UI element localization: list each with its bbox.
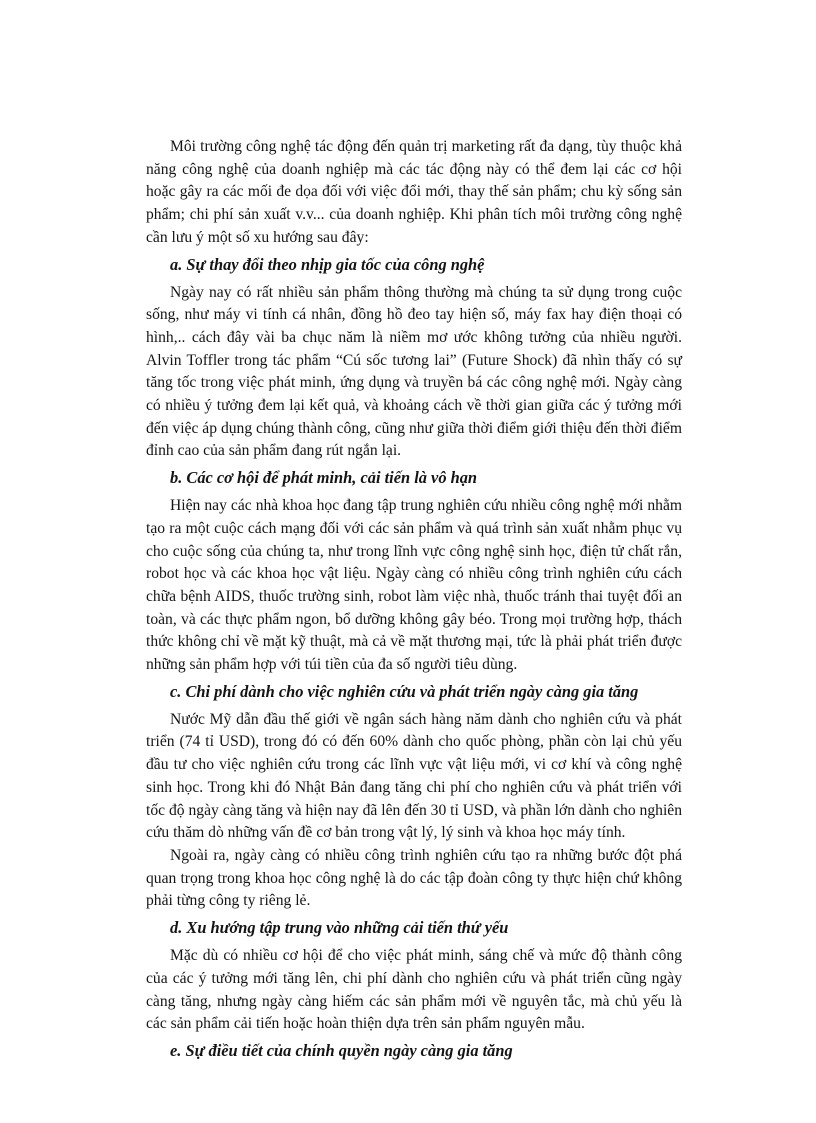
- section-c-paragraph-2: Ngoài ra, ngày càng có nhiều công trình nghiên cứu tạo ra những bước đột phá quan trọng trong khoa học công nghệ là do các tập đoàn công ty thực hiện chứ không phải từng công ty riêng lẻ.: [146, 846, 682, 910]
- section-d-heading: d. Xu hướng tập trung vào những cải tiến thứ yếu: [170, 918, 509, 938]
- section-b-heading: b. Các cơ hội để phát minh, cải tiến là vô hạn: [170, 468, 478, 488]
- section-c-paragraph-1: Nước Mỹ dẫn đầu thế giới về ngân sách hàng năm dành cho nghiên cứu và phát triển (74 tỉ USD), trong đó có đến 60% dành cho quốc phòng, phần còn lại chủ yếu đầu tư cho việc nghiên cứu trong các lĩnh vực vật liệu mới, vi cơ khí và công nghệ sinh học. Trong khi đó Nhật Bản đang tăng chi phí cho nghiên cứu và phát triển với tốc độ ngày càng tăng và hiện nay đã lên đến 30 tỉ USD, và phần lớn dành cho nghiên cứu thăm dò những vấn đề cơ bản trong vật lý, lý sinh và khoa học máy tính.: [146, 710, 682, 842]
- section-a-paragraph-1: Ngày nay có rất nhiều sản phẩm thông thường mà chúng ta sử dụng trong cuộc sống, như máy vi tính cá nhân, đồng hồ đeo tay hiện số, máy fax hay điện thoại có hình,.. cách đây vài ba chục năm là niềm mơ ước không tưởng của nhiều người. Alvin Toffler trong tác phẩm “Cú sốc tương lai” (Future Shock) đã nhìn thấy có sự tăng tốc trong việc phát minh, ứng dụng và truyền bá các công nghệ mới. Ngày càng có nhiều ý tưởng đem lại kết quả, và khoảng cách về thời gian giữa các ý tưởng mới đến việc áp dụng chúng thành công, cũng như giữa thời điểm giới thiệu đến thời điểm đỉnh cao của sản phẩm đang rút ngắn lại.: [146, 283, 682, 460]
- document-page: [146, 136, 682, 1068]
- intro-paragraph: Môi trường công nghệ tác động đến quản trị marketing rất đa dạng, tùy thuộc khả năng công nghệ của doanh nghiệp mà các tác động này có thể đem lại các cơ hội hoặc gây ra các mối đe dọa đối với việc đổi mới, thay thế sản phẩm; chu kỳ sống sản phẩm; chi phí sản xuất v.v... của doanh nghiệp. Khi phân tích môi trường công nghệ cần lưu ý một số xu hướng sau đây:: [146, 138, 682, 246]
- section-b-paragraph-1: Hiện nay các nhà khoa học đang tập trung nghiên cứu nhiều công nghệ mới nhằm tạo ra một cuộc cách mạng đối với các sản phẩm và quá trình sản xuất nhằm phục vụ cho cuộc sống của chúng ta, như trong lĩnh vực công nghệ sinh học, điện tử chất rắn, robot học và các khoa học vật liệu. Ngày càng có nhiều công trình nghiên cứu cách chữa bệnh AIDS, thuốc trường sinh, robot làm việc nhà, thuốc tránh thai tuyệt đối an toàn, và các thực phẩm ngon, bổ dưỡng không gây béo. Trong mọi trường hợp, thách thức không chỉ về mặt kỹ thuật, mà cả về mặt thương mại, tức là phải phát triển được những sản phẩm hợp với túi tiền của đa số người tiêu dùng.: [146, 497, 682, 674]
- section-d-paragraph-1: Mặc dù có nhiều cơ hội để cho việc phát minh, sáng chế và mức độ thành công của các ý tưởng mới tăng lên, chi phí dành cho nghiên cứu và phát triển cũng ngày càng tăng, nhưng ngày càng hiếm các sản phẩm mới về nguyên tắc, mà chủ yếu là các sản phẩm cải tiến hoặc hoàn thiện dựa trên sản phẩm nguyên mẫu.: [146, 947, 682, 1033]
- section-a-heading: a. Sự thay đổi theo nhịp gia tốc của công nghệ: [170, 254, 485, 274]
- section-e-heading: e. Sự điều tiết của chính quyền ngày càng gia tăng: [170, 1040, 513, 1060]
- section-c-heading: c. Chi phí dành cho việc nghiên cứu và phát triển ngày càng gia tăng: [170, 681, 639, 701]
